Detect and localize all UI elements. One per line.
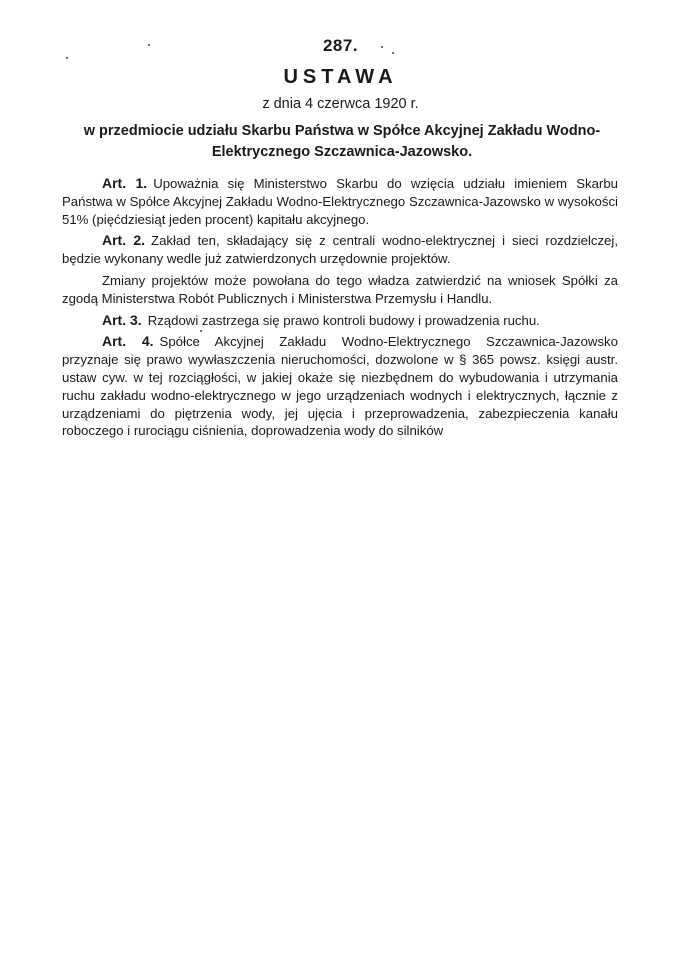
article-3-label: Art. 3.	[102, 311, 142, 328]
document-title: USTAWA	[283, 66, 398, 88]
document-body	[62, 175, 618, 444]
article-2	[62, 232, 618, 268]
scan-speck	[200, 330, 202, 332]
scan-speck	[381, 46, 383, 48]
scan-speck	[148, 44, 150, 46]
article-3-text: Rządowi zastrzega się prawo kontroli budowy i prowadzenia ruchu.	[147, 312, 540, 328]
article-2-text: Zakład ten, składający się z centrali wodno-elektrycznej i sieci rozdzielczej, będzie wykonany wedle już zatwierdzonych urzędownie projektów.	[62, 233, 618, 267]
article-4	[62, 333, 618, 440]
scan-speck	[392, 52, 394, 54]
article-1-text: Upoważnia się Ministerstwo Skarbu do wzięcia udziału imieniem Skarbu Państwa w Spółce Akcyjnej Zakładu Wodno-Elektrycznego Szczawnica-Jazowsko w wysokości 51% (pięćdziesiąt jeden procent) kapitału akcyjnego.	[62, 176, 618, 227]
date-line: z dnia 4 czerwca 1920 r.	[262, 96, 419, 112]
article-1-label: Art. 1.	[102, 175, 148, 191]
scan-speck	[66, 57, 68, 59]
document-subject: w przedmiocie udziału Skarbu Państwa w Spółce Akcyjnej Zakładu Wodno-Elektrycznego Szczawnica-Jazowsko.	[83, 123, 601, 160]
article-4-label: Art. 4.	[102, 333, 154, 350]
article-1	[62, 175, 618, 228]
article-2-label: Art. 2.	[102, 232, 146, 249]
article-3	[62, 312, 618, 330]
article-2-continuation: Zmiany projektów może powołana do tego władza zatwierdzić na wniosek Spółki za zgodą Ministerstwa Robót Publicznych i Ministerstwa Przemysłu i Handlu.	[62, 272, 618, 306]
article-4-text: Spółce Akcyjnej Zakładu Wodno-Elektrycznego Szczawnica-Jazowsko przyznaje się prawo wywłaszczenia nieruchomości, dozwolone w § 365 powsz. księgi austr. ustaw cyw. w tej rozciągłości, w jakiej okaże się niezbędnem do wybudowania i utrzymania ruchu zakładu wodno-elektrycznego w jego urządzeniach wodnych i elektrycznych, łącznie z urządzeniami do piętrzenia wody, jej ujęcia i przeprowadzenia, zabezpieczenia kanału roboczego i rurociągu ciśnienia, doprowadzenia wody do silników	[62, 334, 618, 439]
page-number: 287.	[322, 36, 359, 55]
